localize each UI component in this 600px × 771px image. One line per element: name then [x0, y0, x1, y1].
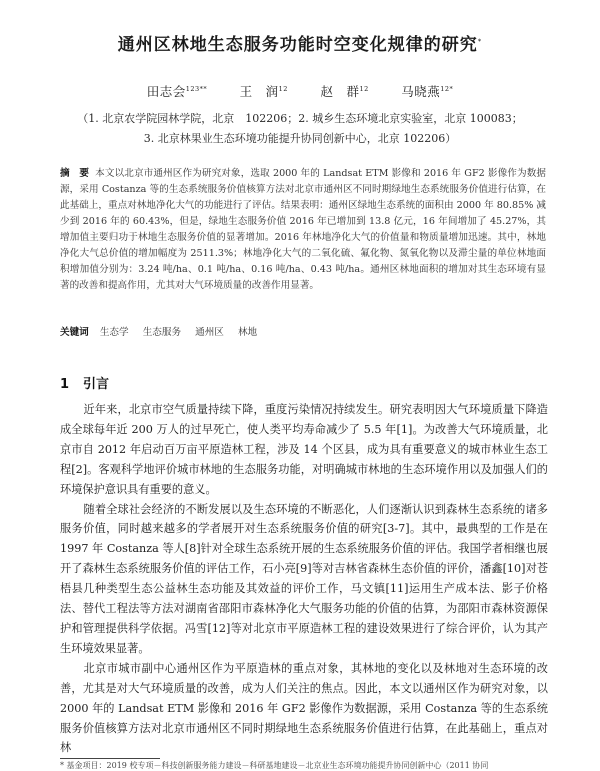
author: 马晓燕$^{12*}$ — [401, 84, 454, 99]
title-footnote-mark: * — [477, 37, 483, 46]
footnote: * 基金项目：2019 校专项－科技创新服务能力建设－科研基地建设－北京业生态环境功能提升协同创新中心（2011 协同 — [60, 761, 489, 770]
paper-title — [0, 30, 600, 55]
paragraph: 北京市城市副中心通州区作为平原造林的重点对象，其林地的变化以及林地对生态环境的改善，尤其是对大气环境质量的改善，成为人们关注的焦点。因此，本文以通州区作为研究对象，以 2000 年的 Landsat ETM 影像和 2016 年 GF2 影像作为数据源，采用 Costanza 等的生态系统服务价值核算方法对北京市通州区不同时期绿地生态系统服务价值进行估算，在此基础上，重点对林 — [60, 661, 548, 755]
section-number: 1 — [60, 377, 70, 392]
abstract-text: 本文以北京市通州区作为研究对象，选取 2000 年的 Landsat ETM 影像和 2016 年 GF2 影像作为数据源，采用 Costanza 等的生态系统服务价值核算方法对北京市通州区不同时期绿地生态系统服务价值进行估算，在此基础上，重点对林地净化大气的功能进行了评估。结果表明：通州区绿地生态系统的面积由 2000 年 80.85% 减少到 2016 年的 60.43%，但是，绿地生态服务价值 2016 年已增加到 13.8 亿元，16 年间增加了 45.27%，其增加值主要归功于林地生态服务价值的显著增加。2016 年林地净化大气的价值量和物质量增加迅速。其中，林地净化大气总价值的增加幅度为 2511.3%；林地净化大气的二氧化硫、氟化物、氮氧化物以及滞尘量的单位林地面积增加值分别为：3.24 吨/ha、0.1 吨/ha、0.16 吨/ha、0.43 吨/ha。通州区林地面积的增加对其生态环境有显著的改善和提高作用，尤其对大气环境质量的改善作用显著。 — [60, 168, 547, 291]
author: 田志会$^{123**}$ — [146, 84, 208, 99]
paragraph: 近年来，北京市空气质量持续下降，重度污染情况持续发生。研究表明因大气环境质量下降造成全球每年近 200 万人的过早死亡，使人类平均寿命减少了 5.5 年[1]。为改善大气环境质量，北京市自 2012 年启动百万亩平原造林工程，涉及 14 个区县，成为具有重要意义的城市林业生态工程[2]。客观科学地评价城市林地的生态服务功能，对明确城市林地的生态环境作用以及加强人们的环境保护意识具有重要的意义。 — [60, 403, 548, 496]
abstract — [60, 166, 546, 294]
section-title: 引言 — [83, 377, 110, 392]
keyword: 通州区 — [195, 327, 224, 338]
body-text — [60, 400, 548, 758]
keyword: 生态学 — [99, 327, 129, 338]
author: 赵 群$^{12}$ — [320, 84, 369, 99]
abstract-label: 摘 要 — [60, 168, 90, 179]
keywords — [60, 324, 546, 338]
keyword: 林地 — [237, 327, 258, 338]
paragraph: 随着全球社会经济的不断发展以及生态环境的不断恶化，人们逐渐认识到森林生态系统的诸多服务价值，同时越来越多的学者展开对生态系统服务价值的研究[3-7]。其中，最典型的工作是在 1997 年 Costanza 等人[8]针对全球生态系统开展的生态系统服务价值的评估。我国学者相继也展开了森林生态系统服务价值的评估工作，石小亮[9]等对吉林省森林生态价值的评价，潘鑫[10]对苍梧县几种类型生态公益林生态功能及其效益的评价工作，马文镇[11]运用生产成本法、影子价格法、替代工程法等方法对湖南省邵阳市森林净化大气服务功能的价值的估算，为邵阳市森林资源保护和管理提供科学依据。冯雪[12]等对北京市平原造林工程的建设效果进行了综合评价，认为其产生环境效果显著。 — [60, 502, 548, 655]
section-heading — [60, 373, 109, 392]
author-list — [0, 82, 600, 100]
title-text: 通州区林地生态服务功能时空变化规律的研究 — [117, 35, 478, 55]
footnote-divider — [60, 758, 160, 759]
keywords-label: 关键词 — [60, 327, 89, 338]
keyword: 生态服务 — [142, 327, 182, 338]
affiliation-line-1: （1. 北京农学院园林学院，北京 102206；2. 城乡生态环境北京实验室，北京 100083； — [77, 112, 523, 125]
author: 王 润$^{12}$ — [239, 84, 288, 99]
affiliation-line-2: 3. 北京林果业生态环境功能提升协同创新中心，北京 102206） — [143, 132, 457, 145]
